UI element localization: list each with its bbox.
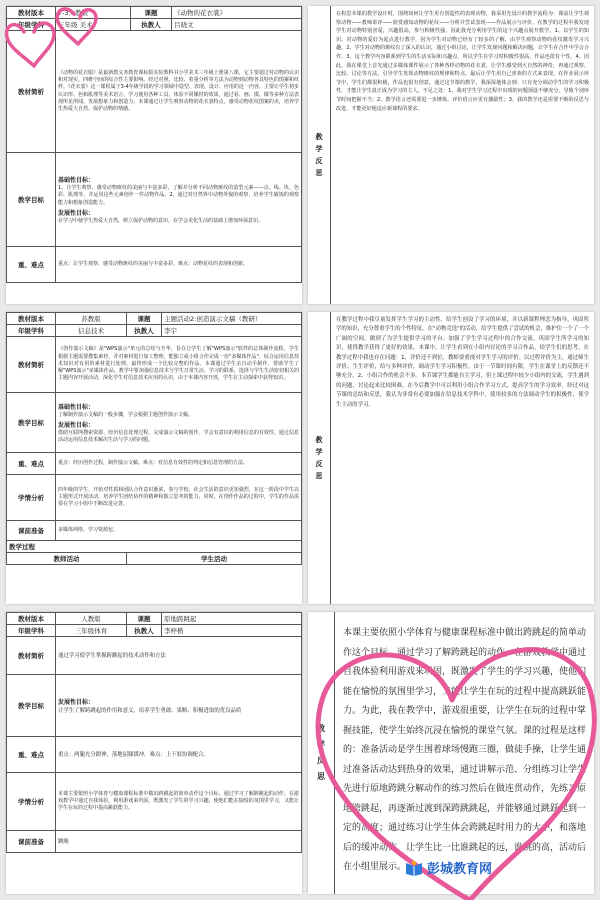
learner-text: 四年级的学生，开始对性质和团队合作意识渐浓，参与学校、社会生活的意识更加强烈，在这一阶段中学生以主题形式开展活动，培养学生团结协作的精神和独立思考的能力，同时，在创作作品的过程中，学生的作品需要在学习小组中不断改进完善。 xyxy=(58,486,299,508)
book-logo-icon xyxy=(405,860,423,876)
goal-dev-text: 让学生了解跨跳起的作用和意义，培养学生勇敢、果断、积极进取的优良品质 xyxy=(58,708,242,714)
lesson-plan-table xyxy=(6,612,302,853)
reflection-char: 思 xyxy=(317,772,325,781)
teacher-value: 李宇 xyxy=(162,325,302,337)
lesson-plan-it xyxy=(6,312,302,604)
site-watermark xyxy=(405,858,492,877)
goal-basic-text: 了解制作演示文稿的一般步骤，学会根据主题创作演示文稿。 xyxy=(58,411,194,418)
analysis-label: 教材简析 xyxy=(7,31,56,153)
reflection-char: 学 xyxy=(317,740,325,749)
teacher-label: 执教人 xyxy=(131,19,172,31)
goal-dev-title: 发展性目标： xyxy=(58,209,95,217)
reflection-char: 反 xyxy=(315,157,323,165)
grade-value: 三年级体育 xyxy=(56,625,127,637)
reflection-body: 在构思本课的教学设计时，围绕如何让学生更有创造性的表现动物，我采用先设计的教学流程为：课前让学生观察动物——教师讲评——欣赏感知动物的花纹——分析并尝试表现——作品展示与评价。在教学的过程中我发现学生对动物特别喜爱，兴趣很高，参与积极性强，因此我充分利用学生的这个兴趣点展开教学。1、以学生的知识、对动物的爱好为起点进行教学，因为学生对动物已经有了较多的了解，由学生观察动物的花纹激发学习兴趣。2、学生对动物的斑纹有了深入的认识，通过小组讨论，让学生发现问题和解决问题，让学生在合作中学会合作。3、这个教学内容联系到学生的生活实际和兴趣点，所以学生在学习时积极性很高，作品也很有个性。4、因此，我在课堂上首先通过多媒体课件展示了各种各样动物的花衣裳，让学生感受到大自然的神奇，再通过观察、比较、讨论等方法，引导学生发现动物斑纹的规律和特点，最后让学生用自己喜欢的方式来表现。在作业展示环节中，学生们都很积极，作品也很有创意。通过这节课的教学，我深深地体会到：只有充分调动学生的学习积极性，才能让学生真正成为学习的主人。不足之处：1、我对学生学习过程中出现的问题预设不够充分，导致个别环节时间把握不当；2、教学语言还需要进一步锤炼，评价语言应更有激励性；3、我的教学还是需要不断的反思与改进，才能更好地适应新课程的要求。 xyxy=(336,11,589,112)
reflection-body: 本课主要依照小学体育与健康课程标准中做出跨跳起的简单动作这个目标，通过学习了解跨跳起的动作，在游戏教学中通过自我体验利用游戏来巩固，既激发了学生的学习兴趣，使他们能在愉悦的氛围里学习，又能让学生在玩的过程中提高跳跃能力。为此，我在教学中，游戏很重要，让学生在玩的过程中掌握技能，使学生始终沉浸在愉悦的课堂气氛。课的过程是这样的：准备活动是学生围着球场慢跑三圈，做徒手操，让学生通过准备活动达到热身的效果，通过讲解示范、分组练习让学生先进行原地跨跳分解动作的练习然后在做连贯动作，先练习原地跨跳起，再逐渐过渡到深跨跳跳起，并能够通过跳跃起到一定的高度；通过练习让学生体会跨跳起时用力的大小，和落地后的缓冲动作，让学生比一比谁跳起的远，谁跳的高，活动后在小组里展示。 xyxy=(343,628,587,872)
version-value: 人教版 xyxy=(56,613,127,625)
analysis-label: 教材简析 xyxy=(7,637,56,675)
goal-label: 教学目标 xyxy=(7,675,56,737)
reflection-label xyxy=(308,612,335,894)
reflection-char: 反 xyxy=(317,756,325,765)
grade-label: 年级学科 xyxy=(7,625,56,637)
lesson-plan-table xyxy=(6,312,302,565)
reflection-it xyxy=(308,312,594,604)
analysis-label: 教材简析 xyxy=(7,337,56,393)
version-value: 7-3人教版 xyxy=(56,7,131,19)
learner-text: 本课主要依照小学体育与健康课程标准中做出跨跳起的简单动作这个目标，通过学习了解跨跳起的动作。在游戏教学中通过自我体验，利用游戏来巩固。既激发了学生的学习兴趣，使他们能在愉悦的氛围里学习，又能让学生在玩的过程中提高跳跃能力。 xyxy=(58,790,299,812)
goal-label: 教学目标 xyxy=(7,393,56,453)
goal-dev-title: 发展性目标： xyxy=(58,699,95,706)
teacher-activity-label: 教师活动 xyxy=(7,553,127,565)
grade-value: 三年级 美术 xyxy=(56,19,131,31)
analysis-text: 《动物的花衣服》是最新教义务教育课标版实验教科书小学美术三年级上册第八课，它主要通过对动物的认识和对现实，四维空间的综合性主要影响。经过对照、比较、着重分析等方法为动物到动物各具特色的图案和纹样。《花衣裳》这一课程属于3-4年级学段的学习领域中造型、表现、设计、应用的这一内容，主要让学生初步认识形、色和肌理等美术语言，学习使用各种工具，体验不同媒材的效果，通过看、画、摸、做等多种方法表现所见所闻，发展想象力和创造力。本课通过让学生观察动物的花衣裳特点，感受动物花纹图案的美，培养学生热爱大自然、保护动物的情感。 xyxy=(58,69,299,112)
reflection-char: 教 xyxy=(317,724,325,733)
goal-basic-title: 基础性目标： xyxy=(58,177,95,185)
reflection-char: 反 xyxy=(315,460,323,468)
title-label: 课题 xyxy=(131,7,172,19)
goal-dev-title: 发展性目标： xyxy=(58,421,95,429)
key-label: 重、难点 xyxy=(7,247,56,283)
prep-text: 多媒体网络、学习资源包。 xyxy=(58,526,119,533)
title-label: 课题 xyxy=(127,313,162,325)
lesson-plan-pe xyxy=(6,612,302,894)
analysis-text: 通过学习使学生掌握跨跳起的技术动作和方法 xyxy=(58,652,166,659)
student-activity-label: 学生活动 xyxy=(127,553,302,565)
learner-label: 学情分析 xyxy=(7,475,56,521)
reflection-char: 教 xyxy=(315,133,323,141)
reflection-body: 在教学过程中我尽量发挥学生学习的主动性，给学生创设了学习的环境，并以新课程理念为指导，巩固所学的知识，充分尊重学生的个性特征。在"动物竞选"的活动，给学生提供了尝试的机会，维护住一个了一个广阔的空间，做到了为学生提供学习的平台。加强了学生学习过程中的合作交流，巩固学生所学习的知识，使得教学获得了更好的效果。本课中，让学生看到在小组内讨论的学习合作品，给学生们的思考。在教学过程中我也存在问题：1、评价还不到位。教师要重视对学生学习的评价。以过程评价为主，通过师生评价、生生评价，给与多种评价，调动学生学习积极性。由于一节课时间有限，学生在课堂上的反馈还不够充分。2、小组合作的机会不多。本节课学生都能自主学习，但上课过程中较少小组内的交流，学生遇到的问题，讨论起来比较困难，在今后教学中可以利用小组合作学习方式，提高学生的学习效率。经过对这节课的总结和反思，我认为非常有必要加强在信息技术学科中，使用较多的方法调动学生的积极性，使学生主动的学习。 xyxy=(336,317,589,408)
version-label: 教材版本 xyxy=(7,313,56,325)
lesson-plan-table xyxy=(6,6,302,283)
analysis-text: 《创作演示文稿》是"WPS演示"单元的总结与升华，旨在让学生了解"WPS演示"软件的总体制作流程，学生根据主题需要搜集素材，并对素材进行加工整理，能独立或小组合作完成一份"多媒体作品"，综合运用信息技术知识对有用的素材进行处理，最终形成一个比较完整的作品。本课通过学生亲自动手制作，帮助学生了解"WPS演示"多媒体作品。教学中要加强信息技术与学生日常生活、学习的联系，选择与学生生活密切相关的主题内容开展活动，深化学生对信息技术应用的认识，由于本课内容开放，学生在主动探索中获得知识。 xyxy=(58,346,299,382)
version-label: 教材版本 xyxy=(7,613,56,625)
goal-basic-title: 基础性目标： xyxy=(58,403,95,411)
reflection-art xyxy=(308,6,594,304)
goal-dev-text: 在学习中使学生热爱大自然，树立保护动物的意识，在学会美化生活的基础上增加环保意识。 xyxy=(58,217,264,224)
process-label: 教学过程 xyxy=(7,541,302,553)
reflection-char: 思 xyxy=(315,472,323,480)
reflection-pe xyxy=(308,612,594,894)
teacher-value: 李梓楷 xyxy=(162,625,302,637)
grade-label: 年级学科 xyxy=(7,325,56,337)
lesson-plan-art xyxy=(6,6,302,304)
reflection-label xyxy=(308,6,331,304)
title-label: 课题 xyxy=(127,613,162,625)
key-text: 重点：让学生观察、感受动物斑纹的美丽与丰富多彩。难点：动物花纹的表现和创新。 xyxy=(58,260,249,267)
prep-text: 跳绳 xyxy=(58,838,69,845)
title-value: 《动物的花衣裳》 xyxy=(172,7,302,19)
teacher-label: 执教人 xyxy=(127,325,162,337)
goal-dev-text: 借助互联网搜索资源，经历信息处理过程，完成演示文稿的创作。学会有意识的利用信息的有效性，通过信息活动运用信息技术解决生活与学习的问题。 xyxy=(58,429,299,444)
reflection-char: 学 xyxy=(315,448,323,456)
key-text: 重点：经历创作过程，制作演示文稿。难点：对信息有效性的判定和信息管理的方法。 xyxy=(58,459,249,466)
prep-label: 课前准备 xyxy=(7,521,56,541)
key-text: 重点：两腿充分蹬伸，落地屈膝缓冲。难点：上下肢协调配合。 xyxy=(58,751,209,758)
grade-label: 年级学科 xyxy=(7,19,56,31)
key-label: 重、难点 xyxy=(7,453,56,475)
version-value: 苏教版 xyxy=(56,313,127,325)
version-label: 教材版本 xyxy=(7,7,56,19)
reflection-char: 思 xyxy=(315,169,323,177)
teacher-value: 吕晓文 xyxy=(172,19,302,31)
reflection-char: 教 xyxy=(315,436,323,444)
grade-value: 信息技术 xyxy=(56,325,127,337)
title-value: 原地跨跳起 xyxy=(162,613,302,625)
key-label: 重、难点 xyxy=(7,737,56,773)
reflection-char: 学 xyxy=(315,145,323,153)
learner-label: 学情分析 xyxy=(7,773,56,831)
prep-label: 课前准备 xyxy=(7,831,56,853)
title-value: 主题活动2:创造演示文稿（教研） xyxy=(162,313,302,325)
goal-label: 教学目标 xyxy=(7,153,56,247)
goal-basic-text: 1、让学生观察、感受动物斑纹的美丽与丰富多彩，了解并分析不同动物斑纹的造型元素——点、线、块、色彩、肌理等，并运用这些元素创作一件动物作品。2、通过对自然界中动物外貌的观察，培养学生敏锐的观察能力和想象创造能力。 xyxy=(58,185,299,206)
teacher-label: 执教人 xyxy=(127,625,162,637)
reflection-label xyxy=(308,312,331,604)
watermark-text: 彭城教育网 xyxy=(427,862,493,877)
